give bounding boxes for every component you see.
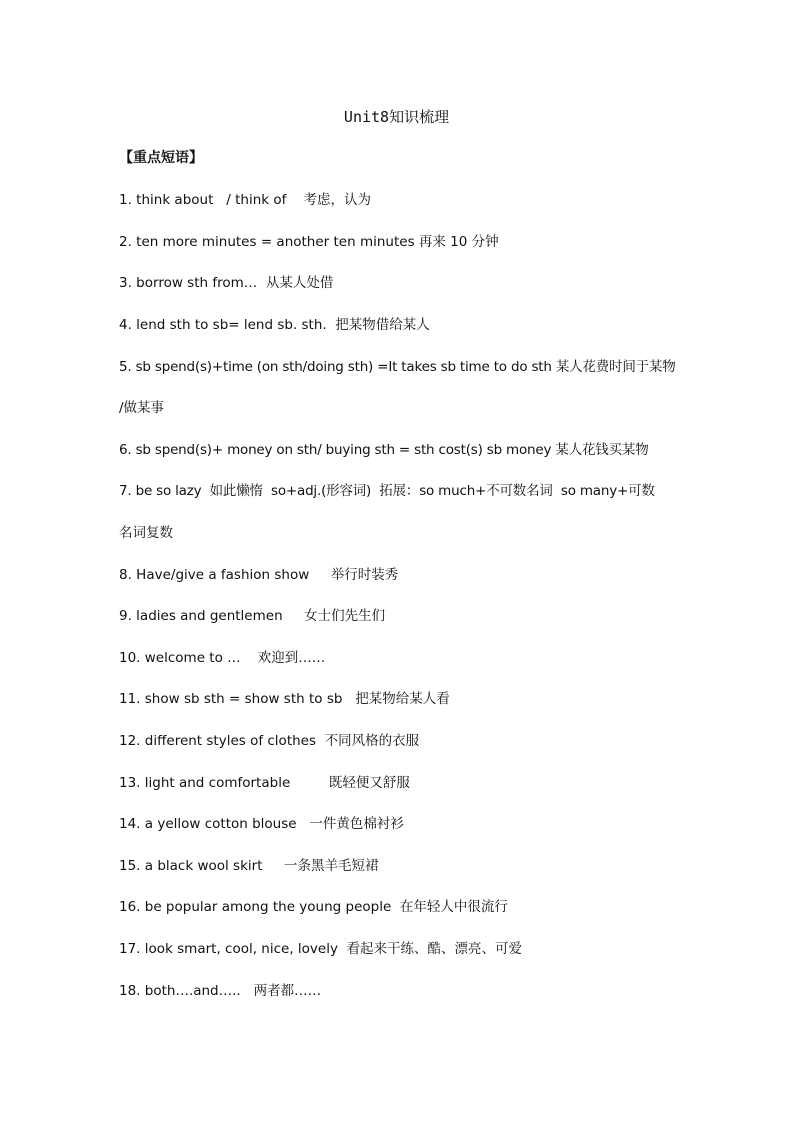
phrase-line-8: 8. Have/give a fashion show 举行时装秀: [119, 567, 399, 583]
phrase-line-7-continued: 名词复数: [119, 525, 173, 541]
section-heading: 【重点短语】: [119, 150, 203, 166]
phrase-line-7: 7. be so lazy 如此懒惰 so+adj.(形容词) 拓展：so much+不可数名词 so many+可数: [119, 483, 655, 499]
phrase-line-5: 5. sb spend(s)+time (on sth/doing sth) =It takes sb time to do sth 某人花费时间于某物: [119, 359, 676, 375]
phrase-line-2: 2. ten more minutes = another ten minutes 再来 10 分钟: [119, 234, 499, 250]
phrase-line-15: 15. a black wool skirt 一条黑羊毛短裙: [119, 858, 379, 874]
phrase-line-5-continued: /做某事: [119, 400, 165, 416]
phrase-line-17: 17. look smart, cool, nice, lovely 看起来干练、酷、漂亮、可爱: [119, 941, 523, 957]
phrase-line-9: 9. ladies and gentlemen 女士们先生们: [119, 608, 386, 624]
phrase-line-14: 14. a yellow cotton blouse 一件黄色棉衬衫: [119, 816, 404, 832]
phrase-line-10: 10. welcome to … 欢迎到……: [119, 650, 326, 666]
document-title: Unit8知识梳理: [343, 108, 450, 126]
phrase-line-4: 4. lend sth to sb= lend sb. sth. 把某物借给某人: [119, 317, 430, 333]
phrase-line-18: 18. both….and….. 两者都……: [119, 983, 322, 999]
phrase-line-11: 11. show sb sth = show sth to sb 把某物给某人看: [119, 691, 450, 707]
phrase-line-13: 13. light and comfortable 既轻便又舒服: [119, 775, 410, 791]
phrase-line-16: 16. be popular among the young people 在年轻人中很流行: [119, 899, 508, 915]
phrase-line-6: 6. sb spend(s)+ money on sth/ buying sth = sth cost(s) sb money 某人花钱买某物: [119, 442, 649, 458]
phrase-line-3: 3. borrow sth from… 从某人处借: [119, 275, 334, 291]
phrase-line-12: 12. different styles of clothes 不同风格的衣服: [119, 733, 420, 749]
phrase-line-1: 1. think about / think of 考虑，认为: [119, 192, 372, 208]
